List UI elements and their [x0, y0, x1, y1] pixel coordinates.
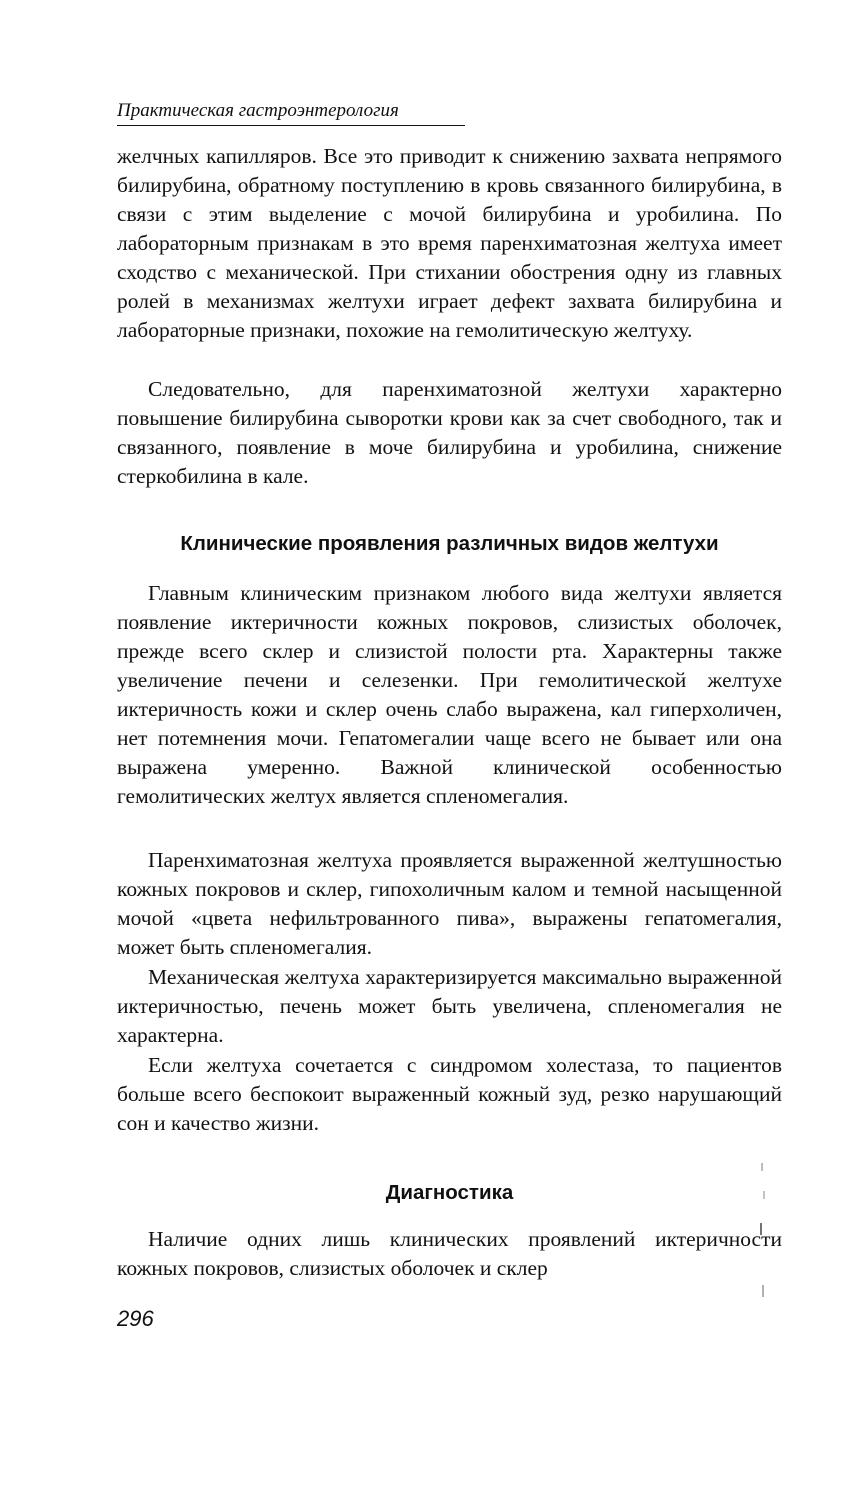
running-header: Практическая гастроэнтерология — [117, 100, 465, 126]
page-number: 296 — [117, 1306, 154, 1331]
paragraph-3: Главным клиническим признаком любого вида желтухи является появление иктеричности кожных покровов, слизистых оболочек, прежде всего склер и слизистой полости рта. Характерны также увеличение печени и селезенки. При гемолитической желтухе иктеричность кожи и склер очень слабо выражена, кал гиперхоличен, нет потемнения мочи. Гепатомегалии чаще всего не бывает или она выражена умеренно. Важной клинической особенностью гемолитических желтух является спленомегалия. — [117, 581, 782, 808]
section-heading-clinical: Клинические проявления различных видов желтухи — [180, 532, 719, 555]
paragraph-7: Наличие одних лишь клинических проявлений иктеричности кожных покровов, слизистых оболочек и склер — [117, 1227, 782, 1280]
scan-speckle-marks — [758, 1155, 788, 1305]
paragraph-6: Если желтуха сочетается с синдромом холестаза, то пациентов больше всего беспокоит выраженный кожный зуд, резко нарушающий сон и качество жизни. — [117, 1053, 782, 1135]
paragraph-4: Паренхиматозная желтуха проявляется выраженной желтушностью кожных покровов и склер, гипохоличным калом и темной насыщенной мочой «цвета нефильтрованного пива», выражены гепатомегалия, может быть спленомегалия. — [117, 848, 782, 959]
paragraph-2: Следовательно, для паренхиматозной желтухи характерно повышение билирубина сыворотки крови как за счет свободного, так и связанного, появление в моче билирубина и уробилина, снижение стеркобилина в кале. — [117, 377, 782, 488]
paragraph-5: Механическая желтуха характеризируется максимально выраженной иктеричностью, печень может быть увеличена, спленомегалия не характерна. — [117, 965, 782, 1047]
section-heading-diagnostics: Диагностика — [385, 1181, 514, 1204]
paragraph-1: желчных капилляров. Все это приводит к снижению захвата непрямого билирубина, обратному поступлению в кровь связанного билирубина, в связи с этим выделение с мочой билирубина и уробилина. По лабораторным признакам в это время паренхиматозная желтуха имеет сходство с механической. При стихании обострения одну из главных ролей в механизмах желтухи играет дефект захвата билирубина и лабораторные признаки, похожие на гемолитическую желтуху. — [117, 144, 782, 342]
